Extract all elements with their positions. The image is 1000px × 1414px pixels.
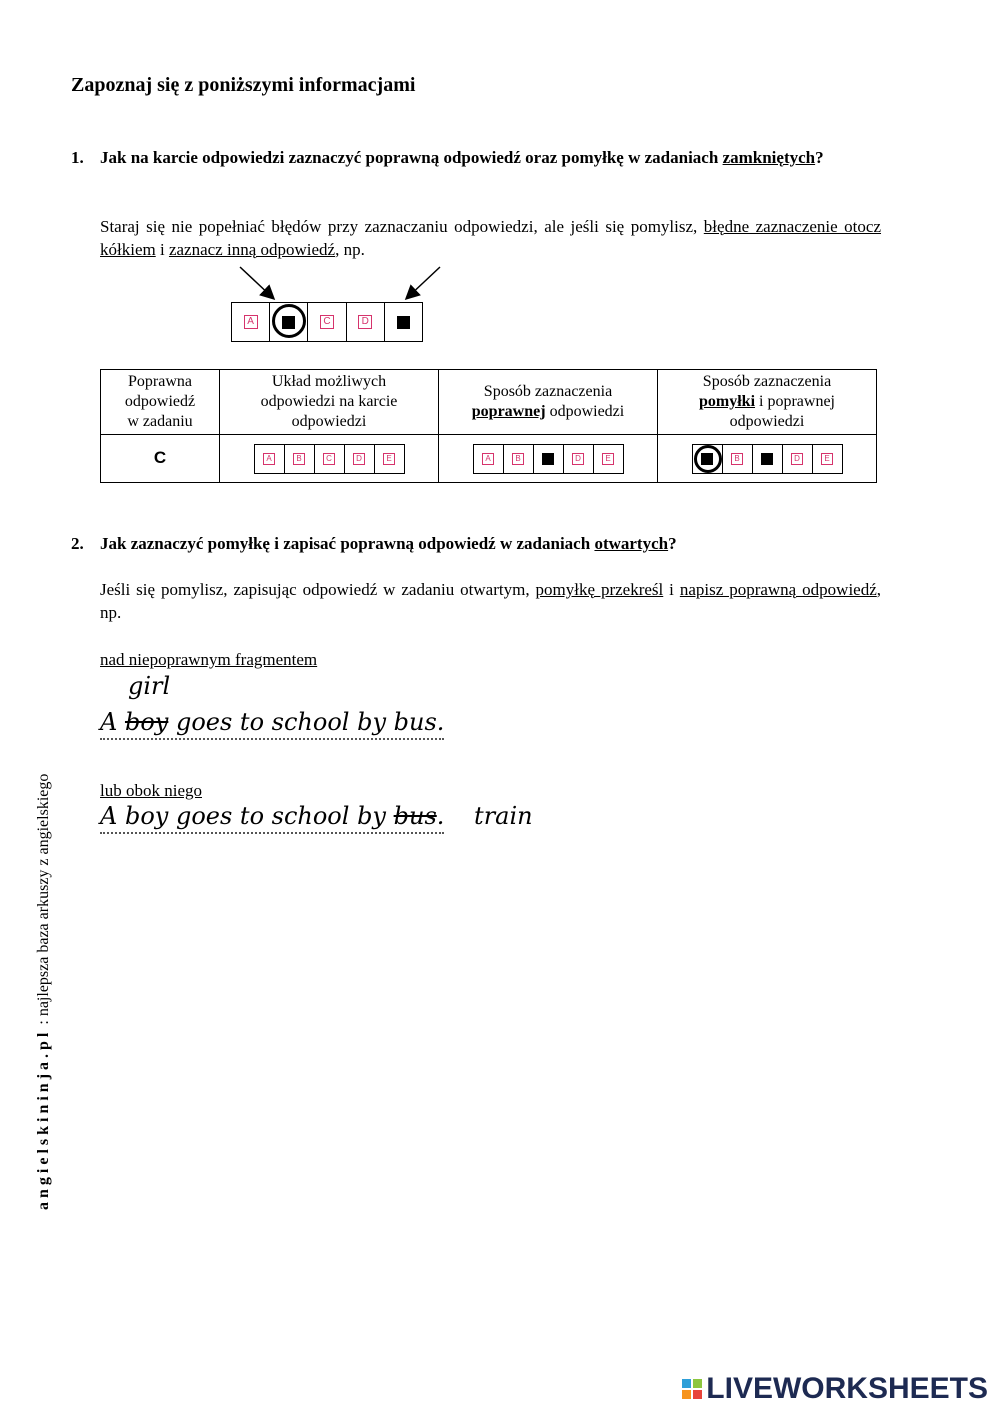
logo-mark-icon — [682, 1379, 702, 1399]
correct-marking-cell — [439, 435, 658, 483]
example-answer-box — [231, 302, 423, 342]
q2-instr-d: napisz poprawną odpowiedź — [679, 580, 877, 599]
q1-instr-d: zaznacz inną odpowiedź — [168, 240, 336, 259]
q2-heading-open: otwartych — [594, 534, 669, 553]
q1-heading — [100, 146, 881, 169]
layout-box: A B C D E — [254, 444, 405, 474]
mistake-marking-box: B D E — [692, 444, 843, 474]
layout-cell — [220, 435, 439, 483]
arrow-right-icon — [407, 267, 440, 298]
q2-instr-a: Jeśli się pomylisz, zapisując odpowiedź w zadaniu otwartym, — [100, 580, 536, 599]
pointer-arrows — [225, 262, 455, 307]
q2-heading-text: Jak zaznaczyć pomyłkę i zapisać poprawną odpowiedź w zadaniach — [100, 534, 595, 553]
q2-instr-e: , np. — [100, 580, 882, 622]
example-cell-a — [232, 303, 270, 341]
filled-square-icon — [542, 453, 554, 465]
label-beside: lub obok niego — [100, 781, 202, 800]
page-title: Zapoznaj się z poniższymi informacjami — [71, 74, 416, 96]
header-correct-marking: Sposób zaznaczenia poprawnej odpowiedzi — [439, 370, 658, 435]
q1-instr-b: błędne zaznaczenie otocz kółkiem — [100, 217, 882, 259]
correction-train: train — [474, 802, 533, 830]
q1-heading-closed: zamkniętych — [722, 148, 816, 167]
example-cell-c — [308, 303, 346, 341]
crossed-out-word: boy — [124, 708, 169, 736]
example-sentence-1: A boy goes to school by bus. — [100, 708, 444, 736]
circle-mark-icon — [272, 304, 306, 338]
vertical-site-caption: angielskininja.pl : najlepsza baza arkuszy z angielskiego — [35, 773, 52, 1210]
q1-number: 1. — [71, 148, 84, 167]
q1-instr-e: , np. — [335, 240, 365, 259]
q2-instructions — [100, 578, 881, 624]
q2-heading — [100, 532, 881, 555]
q2-number: 2. — [71, 534, 84, 553]
mistake-marking-cell — [658, 435, 877, 483]
site-tagline: najlepsza baza arkuszy z angielskiego — [35, 773, 52, 1017]
filled-square-icon — [397, 316, 410, 329]
q1-instructions — [100, 215, 881, 261]
q1-heading-text: Jak na karcie odpowiedzi zaznaczyć poprawną odpowiedź oraz pomyłkę w zadaniach — [100, 148, 719, 167]
q1-instr-a: Staraj się nie popełniać błędów przy zaznaczaniu odpowiedzi, ale jeśli się pomylisz, — [100, 217, 698, 236]
marking-table — [100, 369, 877, 483]
q1-heading-qmark: ? — [815, 148, 824, 167]
header-layout: Układ możliwych odpowiedzi na karcie odpowiedzi — [220, 370, 439, 435]
filled-square-icon — [761, 453, 773, 465]
circle-mark-icon — [694, 445, 722, 473]
q2-instr-b: pomyłkę przekreśl — [535, 580, 664, 599]
crossed-out-word: bus — [393, 802, 437, 830]
example-cell-e-filled — [385, 303, 422, 341]
correct-marking-box: A B D E — [473, 444, 624, 474]
example-cell-d — [347, 303, 385, 341]
liveworksheets-logo — [682, 1372, 988, 1406]
site-name: angielskininja.pl — [35, 1028, 52, 1210]
letter-d: D — [358, 315, 372, 329]
letter-c: C — [320, 315, 334, 329]
logo-text: LIVEWORKSHEETS — [706, 1372, 988, 1405]
q2-heading-qmark: ? — [668, 534, 677, 553]
arrow-left-icon — [240, 267, 273, 298]
q1-instr-c: i — [155, 240, 169, 259]
correction-girl: girl — [128, 672, 171, 700]
label-above: nad niepoprawnym fragmentem — [100, 650, 318, 669]
header-mistake-marking: Sposób zaznaczenia pomyłki i poprawnej odpowiedzi — [658, 370, 877, 435]
answer-cell — [101, 435, 220, 483]
answer-letter: C — [153, 448, 167, 467]
example-cell-b-circled — [270, 303, 308, 341]
example-sentence-2: A boy goes to school by bus. train — [100, 802, 533, 830]
letter-a: A — [244, 315, 258, 329]
q2-instr-c: i — [663, 580, 680, 599]
header-correct-answer: Poprawna odpowiedź w zadaniu — [101, 370, 220, 435]
